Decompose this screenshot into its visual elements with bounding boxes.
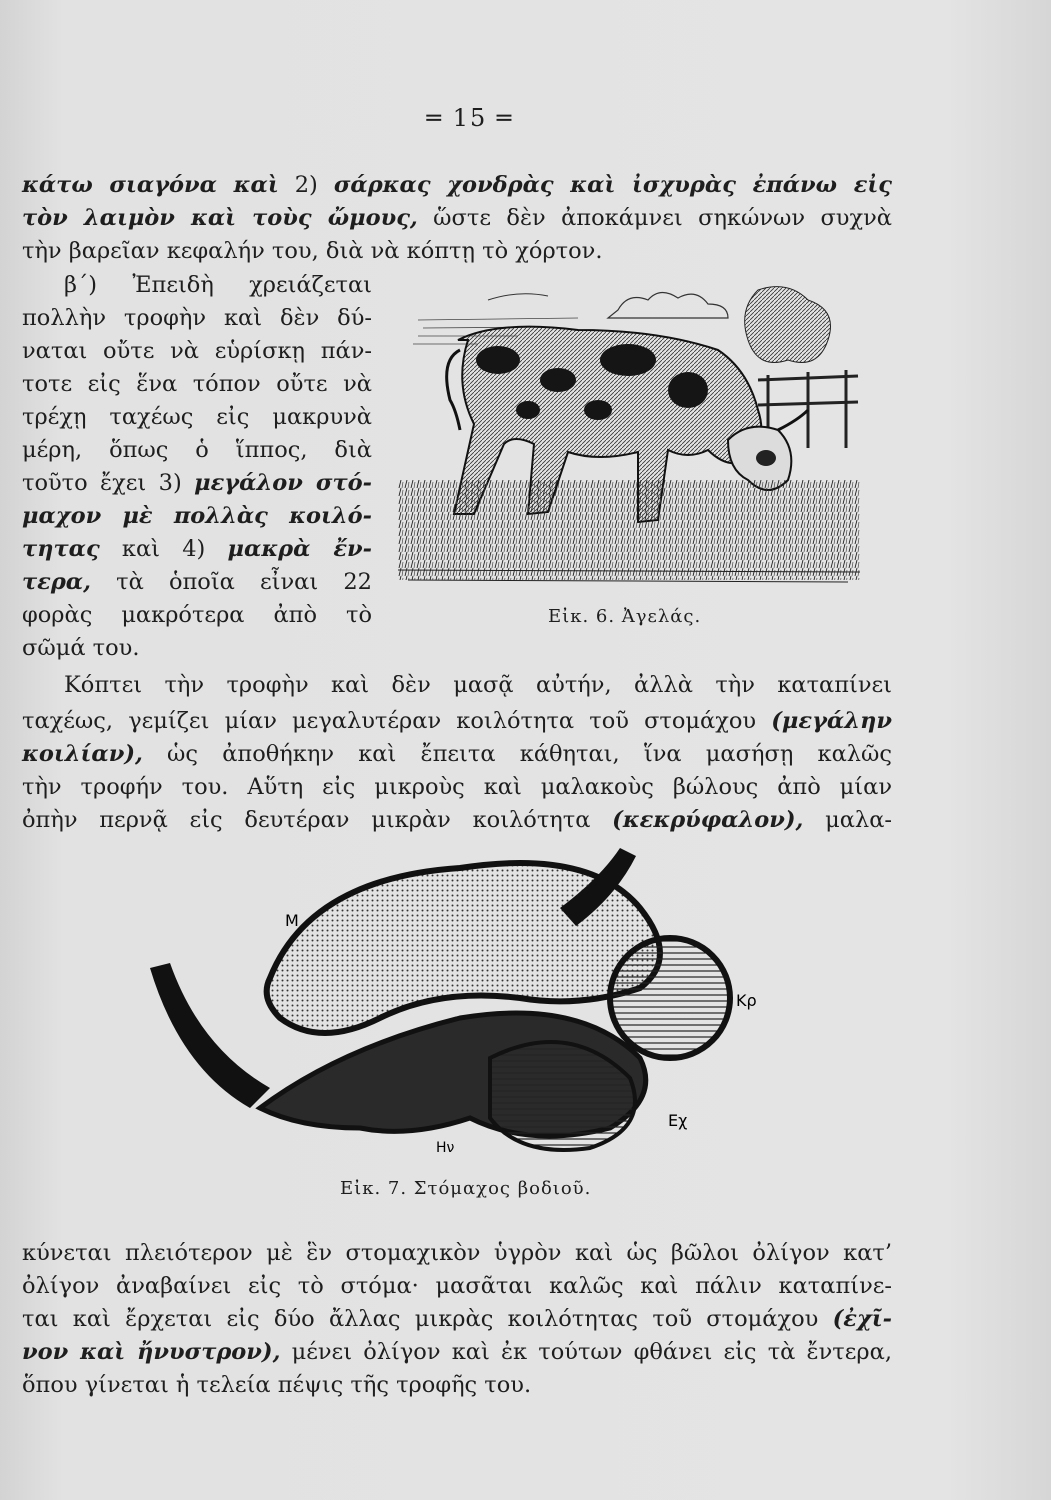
figure-7-caption: Εἰκ. 7. Στόμαχος βοδιοῦ. bbox=[340, 1178, 592, 1199]
label-kr: Κρ bbox=[736, 991, 757, 1010]
text-line: μέρη, ὅπως ὁ ἵππος, διὰ bbox=[22, 437, 372, 463]
text-line: πολλὴν τροφὴν καὶ δὲν δύ- bbox=[22, 305, 372, 331]
text-line: τὴν τροφήν του. Αὕτη εἰς μικροὺς καὶ μαλακοὺς βώλους ἀπὸ μίαν bbox=[22, 774, 892, 800]
text-line: β΄) Ἐπειδὴ χρειάζεται bbox=[64, 272, 372, 298]
text-line: ὀλίγον ἀναβαίνει εἰς τὸ στόμα· μασᾶται καλῶς καὶ πάλιν καταπίνε- bbox=[22, 1273, 892, 1299]
text-line: κοιλίαν), ὡς ἀποθήκην καὶ ἔπειτα κάθηται, ἵνα μασήσῃ καλῶς bbox=[22, 741, 892, 767]
stomach-illustration bbox=[140, 848, 757, 1166]
figure-6-caption: Εἰκ. 6. Ἀγελάς. bbox=[548, 606, 702, 627]
text-line: σῶμά του. bbox=[22, 635, 140, 661]
text-line: νον καὶ ἤνυστρον), μένει ὀλίγον καὶ ἐκ τούτων φθάνει εἰς τὰ ἔντερα, bbox=[22, 1339, 892, 1365]
label-hn: Ην bbox=[436, 1140, 455, 1156]
text-line: μαχον μὲ πολλὰς κοιλό- bbox=[22, 503, 372, 529]
text-line: ναται οὔτε νὰ εὑρίσκῃ πάν- bbox=[22, 338, 372, 364]
text-line: τοῦτο ἔχει 3) μεγάλον στό- bbox=[22, 470, 372, 496]
text-line: ὅπου γίνεται ἡ τελεία πέψις τῆς τροφῆς του. bbox=[22, 1372, 532, 1398]
text-line: ταχέως, γεμίζει μίαν μεγαλυτέραν κοιλότητα τοῦ στομάχου (μεγάλην bbox=[22, 708, 892, 734]
text-line: τρέχῃ ταχέως εἰς μακρυνὰ bbox=[22, 404, 372, 430]
text-line: ὀπὴν περνᾷ εἰς δευτέραν μικρὰν κοιλότητα (κεκρύφαλον), μαλα- bbox=[22, 807, 892, 833]
text-line: κάτω σιαγόνα καὶ 2) σάρκας χονδρὰς καὶ ἰσχυρὰς ἐπάνω εἰς bbox=[22, 172, 892, 198]
label-ex: Εχ bbox=[668, 1111, 688, 1130]
cow-illustration bbox=[398, 280, 860, 588]
page-number: ═ 15 ═ bbox=[426, 104, 514, 132]
text-line: τὴν βαρεῖαν κεφαλήν του, διὰ νὰ κόπτῃ τὸ χόρτον. bbox=[22, 238, 603, 264]
text-line: φορὰς μακρότερα ἀπὸ τὸ bbox=[22, 602, 372, 628]
label-m: Μ bbox=[285, 911, 299, 930]
text-line: τερα, τὰ ὁποῖα εἶναι 22 bbox=[22, 569, 372, 595]
text-line: κύνεται πλειότερον μὲ ἓν στομαχικὸν ὑγρὸν καὶ ὡς βῶλοι ὀλίγον κατ’ bbox=[22, 1240, 892, 1266]
text-line: τοτε εἰς ἕνα τόπον οὔτε νὰ bbox=[22, 371, 372, 397]
text-line: Κόπτει τὴν τροφὴν καὶ δὲν μασᾷ αὐτήν, ἀλλὰ τὴν καταπίνει bbox=[64, 672, 892, 698]
text-line: τητας καὶ 4) μακρὰ ἔν- bbox=[22, 536, 372, 562]
text-line: τὸν λαιμὸν καὶ τοὺς ὤμους, ὥστε δὲν ἀποκάμνει σηκώνων συχνὰ bbox=[22, 205, 892, 231]
text-line: ται καὶ ἔρχεται εἰς δύο ἄλλας μικρὰς κοιλότητας τοῦ στομάχου (ἐχῖ- bbox=[22, 1306, 892, 1332]
